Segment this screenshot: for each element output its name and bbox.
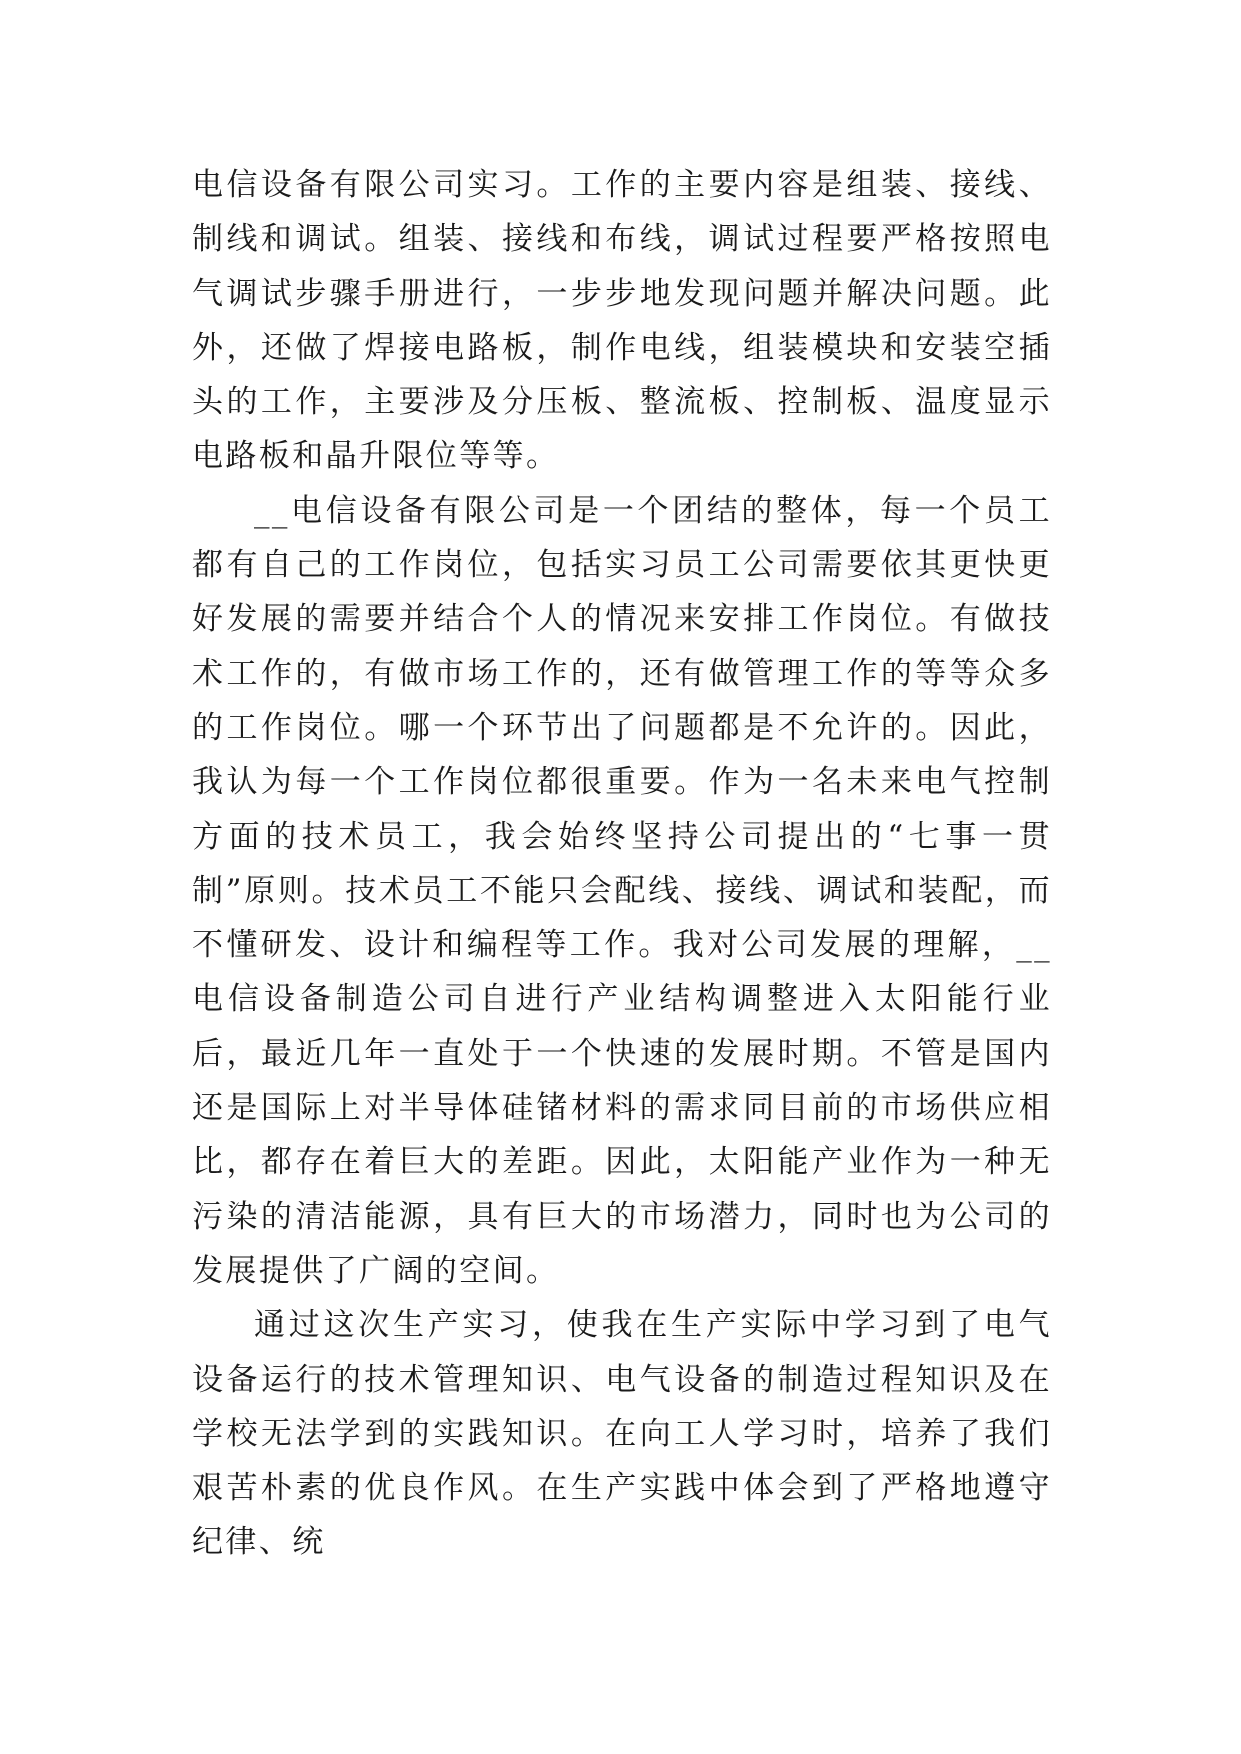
paragraph-3: 通过这次生产实习，使我在生产实际中学习到了电气设备运行的技术管理知识、电气设备的制造过程知识及在学校无法学到的实践知识。在向工人学习时，培养了我们艰苦朴素的优良作风。在生产实践中体会到了严格地遵守纪律、统: [192, 1307, 1052, 1561]
body-text: [192, 158, 1052, 1570]
paragraph-2: __电信设备有限公司是一个团结的整体，每一个员工都有自己的工作岗位，包括实习员工公司需要依其更快更好发展的需要并结合个人的情况来安排工作岗位。有做技术工作的，有做市场工作的，还有做管理工作的等等众多的工作岗位。哪一个环节出了问题都是不允许的。因此，我认为每一个工作岗位都很重要。作为一名未来电气控制方面的技术员工，我会始终坚持公司提出的“七事一贯制”原则。技术员工不能只会配线、接线、调试和装配，而不懂研发、设计和编程等工作。我对公司发展的理解，__电信设备制造公司自进行产业结构调整进入太阳能行业后，最近几年一直处于一个快速的发展时期。不管是国内还是国际上对半导体硅锗材料的需求同目前的市场供应相比，都存在着巨大的差距。因此，太阳能产业作为一种无污染的清洁能源，具有巨大的市场潜力，同时也为公司的发展提供了广阔的空间。: [192, 492, 1052, 1289]
paragraph-1: 电信设备有限公司实习。工作的主要内容是组装、接线、制线和调试。组装、接线和布线，调试过程要严格按照电气调试步骤手册进行，一步步地发现问题并解决问题。此外，还做了焊接电路板，制作电线，组装模块和安装空插头的工作，主要涉及分压板、整流板、控制板、温度显示电路板和晶升限位等等。: [192, 167, 1052, 475]
